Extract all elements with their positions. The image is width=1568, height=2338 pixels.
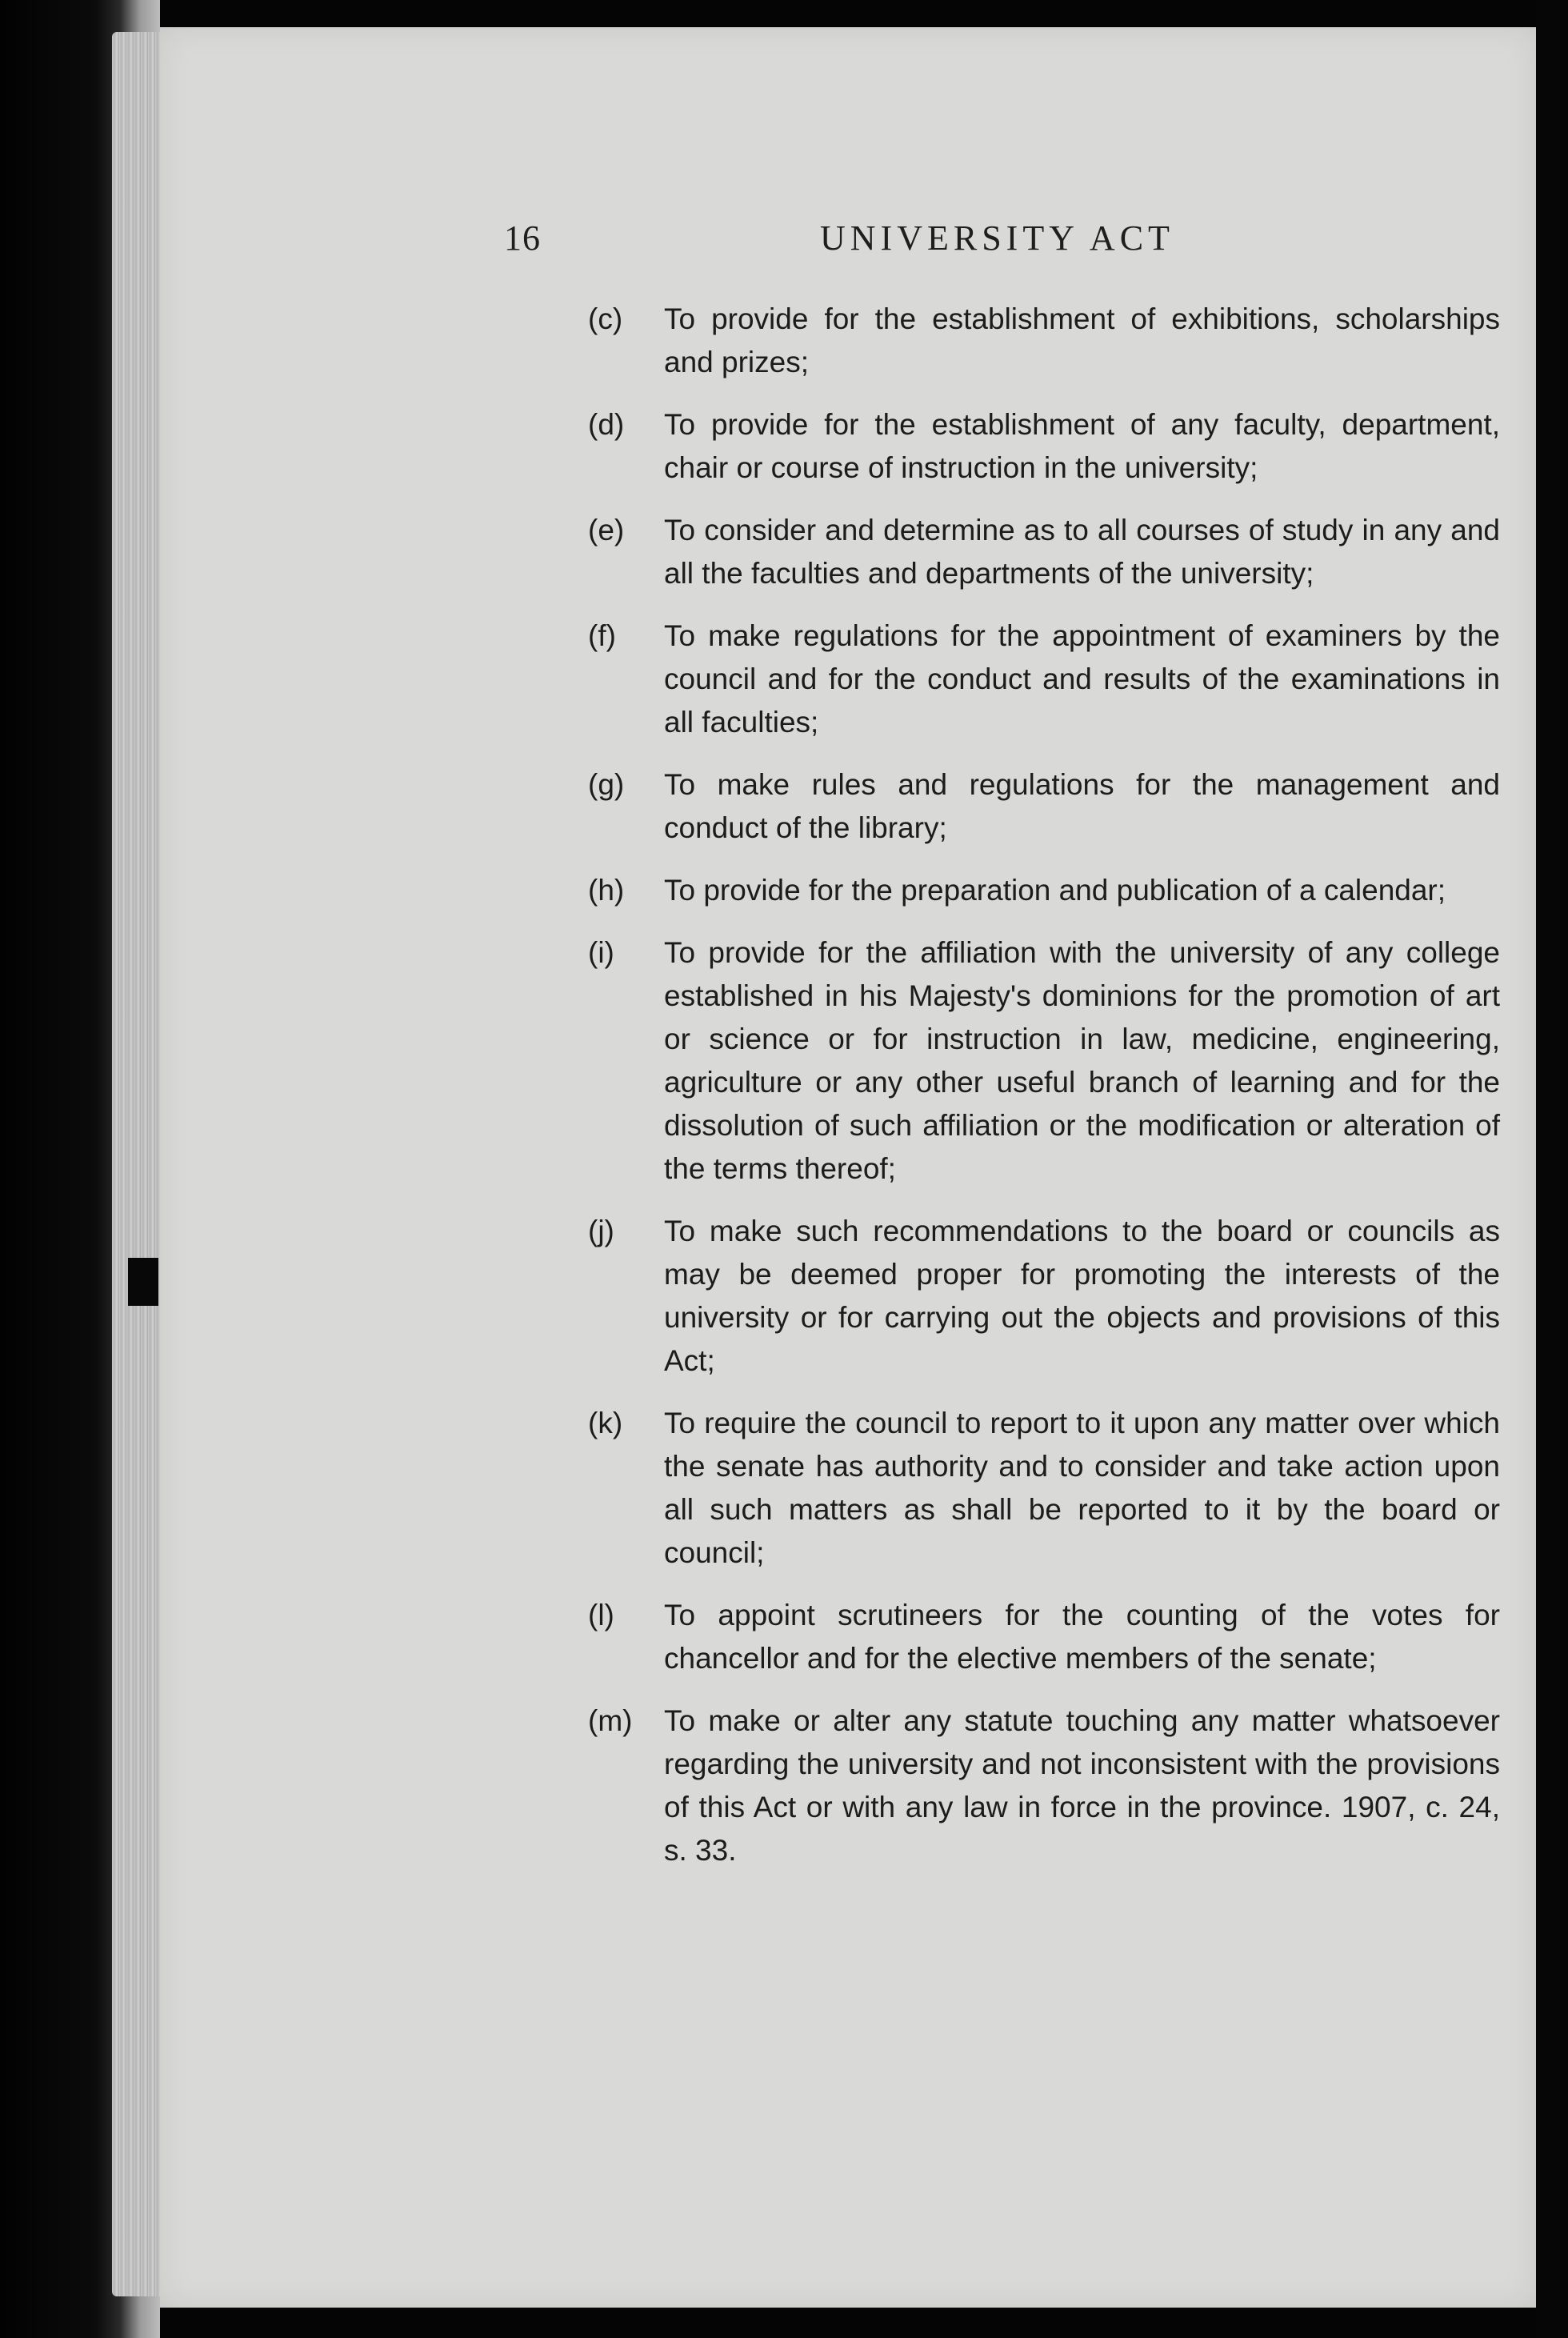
clause-e: [588, 509, 1508, 595]
clause-text: To consider and determine as to all courses of study in any and all the faculties and departments of the university;: [664, 514, 1500, 590]
clause-text: To make regulations for the appointment of examiners by the council and for the conduct and results of the examinations in all faculties;: [664, 619, 1500, 739]
clause-text: To require the council to report to it upon any matter over which the senate has authority and to consider and take action upon all such matters as shall be reported to it by the board or council;: [664, 1407, 1500, 1569]
clause-label: (k): [588, 1407, 623, 1439]
running-head: UNIVERSITY ACT: [820, 218, 1174, 258]
clause-label: (i): [588, 936, 614, 969]
clause-label: (f): [588, 619, 616, 652]
clause-label: (l): [588, 1599, 614, 1631]
clause-c: [588, 298, 1508, 384]
clause-text: To provide for the preparation and publication of a calendar;: [664, 874, 1446, 907]
page-number: 16: [504, 218, 541, 258]
clause-label: (c): [588, 302, 623, 335]
clause-label: (e): [588, 514, 625, 546]
clause-text: To provide for the establishment of any faculty, department, chair or course of instruction in the university;: [664, 408, 1500, 484]
clause-d: [588, 403, 1508, 490]
clause-text: To provide for the affiliation with the university of any college established in his Majesty's dominions for the promotion of art or science or for instruction in law, medicine, engineering, agriculture or any other useful branch of learning and for the dissolution of such affiliation or the modification or alteration of the terms thereof;: [664, 936, 1500, 1185]
clause-label: (j): [588, 1215, 614, 1247]
clause-text: To make rules and regulations for the management and conduct of the library;: [664, 768, 1500, 844]
clause-text: To provide for the establishment of exhibitions, scholarships and prizes;: [664, 302, 1500, 378]
clause-label: (m): [588, 1704, 633, 1737]
clause-j: [588, 1210, 1508, 1383]
clause-h: [588, 869, 1508, 912]
clause-k: [588, 1402, 1508, 1575]
binding-tab-mark: [128, 1258, 158, 1306]
clause-f: [588, 615, 1508, 744]
clause-i: [588, 931, 1508, 1191]
clause-g: [588, 763, 1508, 850]
clause-m: [588, 1699, 1508, 1872]
scan-right-border: [1536, 0, 1568, 2338]
clause-text: To make or alter any statute touching any matter whatsoever regarding the university and not inconsistent with the provisions of this Act or with any law in force in the province. 1907, c. 24, s. 33.: [664, 1704, 1500, 1867]
clause-label: (d): [588, 408, 625, 441]
clause-label: (h): [588, 874, 625, 907]
clause-label: (g): [588, 768, 625, 801]
clause-l: [588, 1594, 1508, 1680]
clause-text: To make such recommendations to the board or councils as may be deemed proper for promoting the interests of the university or for carrying out the objects and provisions of this Act;: [664, 1215, 1500, 1377]
clause-text: To appoint scrutineers for the counting of the votes for chancellor and for the elective members of the senate;: [664, 1599, 1500, 1675]
clause-list: [588, 298, 1508, 1892]
